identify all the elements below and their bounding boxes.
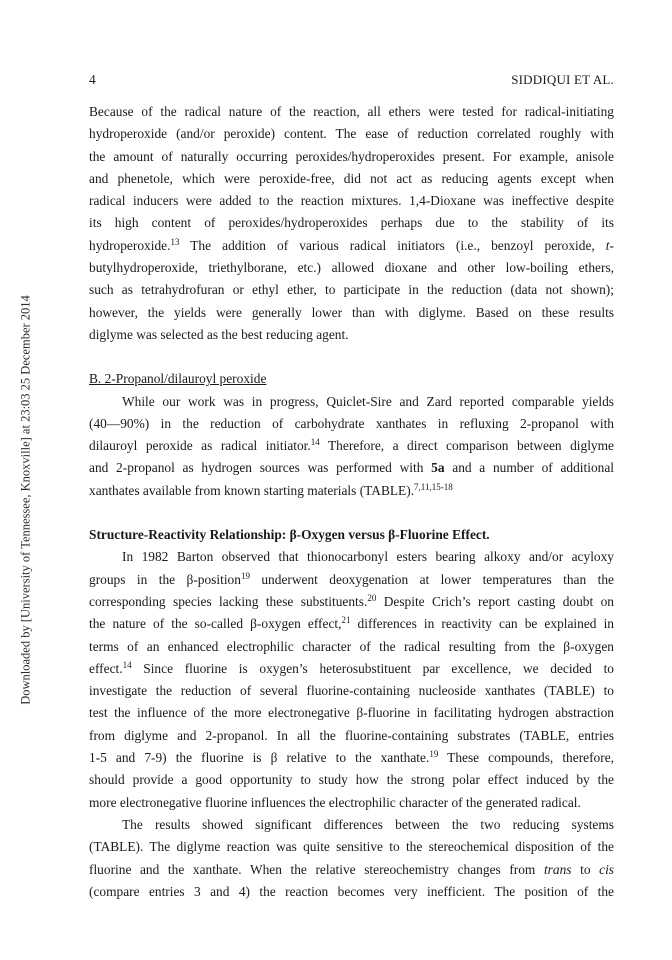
italic-text: trans bbox=[543, 861, 572, 877]
citation: 20 bbox=[367, 592, 377, 603]
paragraph bbox=[89, 101, 614, 346]
text-line: (compare entries 3 and 4) the reaction becomes very inefficient. The position of the bbox=[89, 883, 614, 899]
text-line: diglyme was selected as the best reducing agent. bbox=[89, 326, 349, 342]
text-line: (40—90%) in the reduction of carbohydrate xanthates in refluxing 2-propanol with bbox=[89, 415, 614, 431]
text-line bbox=[89, 235, 614, 257]
download-watermark-text: Downloaded by [University of Tennessee, Knoxville] at 23:03 25 December 2014 bbox=[18, 295, 33, 705]
text-line bbox=[89, 658, 614, 680]
text-line bbox=[89, 613, 614, 635]
text-span: Therefore, a direct comparison between diglyme bbox=[319, 438, 614, 454]
text-line: more electronegative fluorine influences the electrophilic character of the generated radical. bbox=[89, 794, 581, 810]
citation: 14 bbox=[122, 659, 132, 670]
text-line: its high content of peroxides/hydroperoxides perhaps due to the stability of its bbox=[89, 215, 614, 231]
citation: 19 bbox=[240, 570, 250, 581]
text-line bbox=[89, 569, 614, 591]
text-line: The results showed significant differences between the two reducing systems bbox=[122, 816, 614, 832]
text-line: While our work was in progress, Quiclet-Sire and Zard reported comparable yields bbox=[122, 393, 614, 409]
section-heading-structure-reactivity: Structure-Reactivity Relationship: β-Oxygen versus β-Fluorine Effect. bbox=[89, 527, 490, 543]
text-line: however, the yields were generally lower than with diglyme. Based on these results bbox=[89, 304, 614, 320]
text-span: differences in reactivity can be explained in bbox=[350, 616, 614, 632]
text-line: should provide a good opportunity to study how the strong polar effect induced by the bbox=[89, 772, 614, 788]
citation: 7,11,15-18 bbox=[414, 481, 453, 492]
text-line: butylhydroperoxide, triethylborane, etc.) allowed dioxane and other low-boiling ethers, bbox=[89, 260, 614, 276]
paragraph bbox=[89, 814, 614, 903]
text-line bbox=[89, 591, 614, 613]
text-line bbox=[89, 457, 614, 479]
text-span: to bbox=[571, 861, 600, 877]
text-span: underwent deoxygenation at lower temperatures than the bbox=[249, 571, 614, 587]
text-span: hydroperoxide. bbox=[89, 237, 171, 253]
italic-text: t bbox=[605, 237, 610, 253]
text-line bbox=[89, 747, 614, 769]
text-span: dilauroyl peroxide as radical initiator. bbox=[89, 438, 311, 454]
text-line: investigate the reduction of several fluorine-containing nucleoside xanthates (TABLE) to bbox=[89, 683, 614, 699]
text-line: test the influence of the more electronegative β-fluorine in facilitating hydrogen abstraction bbox=[89, 705, 614, 721]
text-line: (TABLE). The diglyme reaction was quite sensitive to the stereochemical disposition of the bbox=[89, 839, 614, 855]
italic-text: cis bbox=[599, 861, 614, 877]
text-line: the amount of naturally occurring peroxides/hydroperoxides present. For example, anisole bbox=[89, 148, 614, 164]
citation: 13 bbox=[170, 236, 180, 247]
text-span: groups in the β-position bbox=[89, 571, 241, 587]
text-span: 1-5 and 7-9) the fluorine is β relative to the xanthate. bbox=[89, 750, 430, 766]
text-span: Despite Crich’s report casting doubt on bbox=[376, 593, 614, 609]
text-span: - bbox=[609, 237, 614, 253]
text-line: terms of an enhanced electrophilic character of the radical resulting from the β-oxygen bbox=[89, 638, 614, 654]
text-span: These compounds, therefore, bbox=[438, 750, 615, 766]
text-span: and a number of additional bbox=[444, 460, 615, 476]
page-number: 4 bbox=[89, 72, 96, 87]
text-line bbox=[89, 435, 614, 457]
citation: 14 bbox=[310, 437, 320, 448]
text-line bbox=[89, 859, 614, 881]
citation: 19 bbox=[429, 749, 439, 760]
paragraph bbox=[89, 546, 614, 814]
running-head: SIDDIQUI ET AL. bbox=[511, 72, 614, 87]
text-line: Because of the radical nature of the reaction, all ethers were tested for radical-initiating bbox=[89, 104, 614, 119]
text-span: Since fluorine is oxygen’s heterosubstituent par excellence, we decided to bbox=[131, 660, 614, 676]
compound-label: 5a bbox=[431, 460, 445, 476]
text-span: corresponding species lacking these substituents. bbox=[89, 593, 368, 609]
text-span: the nature of the so-called β-oxygen effect, bbox=[89, 616, 342, 632]
text-line: and phenetole, which were peroxide-free, did not act as reducing agents except when bbox=[89, 170, 614, 186]
text-line: from diglyme and 2-propanol. In all the fluorine-containing substrates (TABLE, entries bbox=[89, 727, 614, 743]
text-span: The addition of various radical initiators (i.e., benzoyl peroxide, bbox=[179, 237, 606, 253]
text-line: such as tetrahydrofuran or ethyl ether, to participate in the reduction (data not shown); bbox=[89, 282, 614, 298]
citation: 21 bbox=[341, 615, 351, 626]
section-heading-b: B. 2-Propanol/dilauroyl peroxide bbox=[89, 371, 267, 387]
text-span: fluorine and the xanthate. When the relative stereochemistry changes from bbox=[89, 861, 544, 877]
paragraph bbox=[89, 391, 614, 502]
text-span: effect. bbox=[89, 660, 123, 676]
text-line: In 1982 Barton observed that thionocarbonyl esters bearing alkoxy and/or acyloxy bbox=[122, 549, 614, 565]
text-span: xanthates available from known starting materials (TABLE). bbox=[89, 482, 415, 498]
text-line bbox=[89, 480, 614, 502]
text-line: hydroperoxide (and/or peroxide) content. The ease of reduction correlated roughly with bbox=[89, 126, 614, 142]
text-line: radical inducers were added to the reaction mixtures. 1,4-Dioxane was ineffective despite bbox=[89, 193, 614, 209]
article-body bbox=[89, 101, 614, 903]
text-span: and 2-propanol as hydrogen sources was performed with bbox=[89, 460, 432, 476]
